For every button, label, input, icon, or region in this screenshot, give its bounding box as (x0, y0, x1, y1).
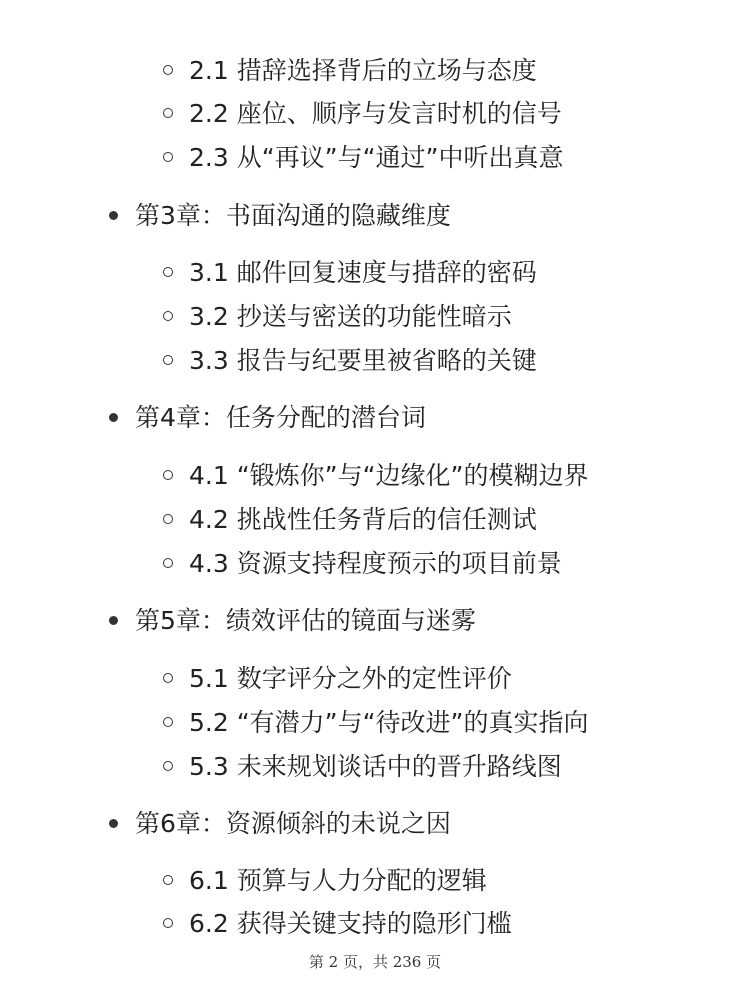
circle-bullet-icon (163, 717, 173, 727)
circle-bullet-icon (163, 761, 173, 771)
page-footer (0, 950, 750, 974)
toc-entry-text: 3.1 邮件回复速度与措辞的密码 (189, 258, 537, 287)
circle-bullet-icon (163, 311, 173, 321)
toc-entry-text: 第3章：书面沟通的隐藏维度 (135, 201, 451, 230)
disc-bullet-icon (109, 211, 118, 220)
toc-section-2-3[interactable] (163, 140, 564, 176)
toc-section-4-2[interactable] (163, 502, 537, 538)
toc-entry-text: 3.2 抄送与密送的功能性暗示 (189, 302, 512, 331)
disc-bullet-icon (109, 616, 118, 625)
circle-bullet-icon (163, 875, 173, 885)
circle-bullet-icon (163, 514, 173, 524)
toc-section-4-1[interactable] (163, 458, 589, 494)
toc-entry-text: 第6章：资源倾斜的未说之因 (135, 809, 451, 838)
toc-chapter-4[interactable] (109, 400, 426, 436)
toc-entry-text: 6.2 获得关键支持的隐形门槛 (189, 909, 512, 938)
toc-entry-text: 5.1 数字评分之外的定性评价 (189, 664, 512, 693)
toc-section-3-1[interactable] (163, 255, 537, 291)
toc-entry-text: 5.3 未来规划谈话中的晋升路线图 (189, 752, 562, 781)
toc-entry-text: 2.1 措辞选择背后的立场与态度 (189, 56, 537, 85)
circle-bullet-icon (163, 355, 173, 365)
toc-section-5-1[interactable] (163, 661, 512, 697)
toc-section-6-2[interactable] (163, 906, 512, 942)
circle-bullet-icon (163, 558, 173, 568)
circle-bullet-icon (163, 918, 173, 928)
circle-bullet-icon (163, 267, 173, 277)
toc-entry-text: 5.2 “有潜力”与“待改进”的真实指向 (189, 708, 589, 737)
disc-bullet-icon (109, 413, 118, 422)
toc-chapter-6[interactable] (109, 806, 451, 842)
circle-bullet-icon (163, 470, 173, 480)
toc-section-5-3[interactable] (163, 749, 562, 785)
page-number-label: 第 2 页，共 236 页 (308, 953, 442, 971)
toc-section-2-1[interactable] (163, 53, 537, 89)
toc-entry-text: 4.2 挑战性任务背后的信任测试 (189, 505, 537, 534)
circle-bullet-icon (163, 65, 173, 75)
toc-section-3-2[interactable] (163, 299, 512, 335)
toc-entry-text: 第5章：绩效评估的镜面与迷雾 (135, 606, 476, 635)
toc-section-2-2[interactable] (163, 96, 562, 132)
circle-bullet-icon (163, 673, 173, 683)
toc-entry-text: 2.2 座位、顺序与发言时机的信号 (189, 99, 562, 128)
toc-entry-text: 3.3 报告与纪要里被省略的关键 (189, 346, 537, 375)
toc-section-5-2[interactable] (163, 705, 589, 741)
toc-entry-text: 第4章：任务分配的潜台词 (135, 403, 426, 432)
toc-entry-text: 2.3 从“再议”与“通过”中听出真意 (189, 143, 564, 172)
toc-entry-text: 4.3 资源支持程度预示的项目前景 (189, 549, 562, 578)
toc-section-3-3[interactable] (163, 343, 537, 379)
circle-bullet-icon (163, 152, 173, 162)
toc-entry-text: 6.1 预算与人力分配的逻辑 (189, 866, 487, 895)
toc-entry-text: 4.1 “锻炼你”与“边缘化”的模糊边界 (189, 461, 589, 490)
toc-chapter-5[interactable] (109, 603, 476, 639)
disc-bullet-icon (109, 819, 118, 828)
toc-section-6-1[interactable] (163, 863, 487, 899)
toc-section-4-3[interactable] (163, 546, 562, 582)
toc-chapter-3[interactable] (109, 198, 451, 234)
circle-bullet-icon (163, 108, 173, 118)
